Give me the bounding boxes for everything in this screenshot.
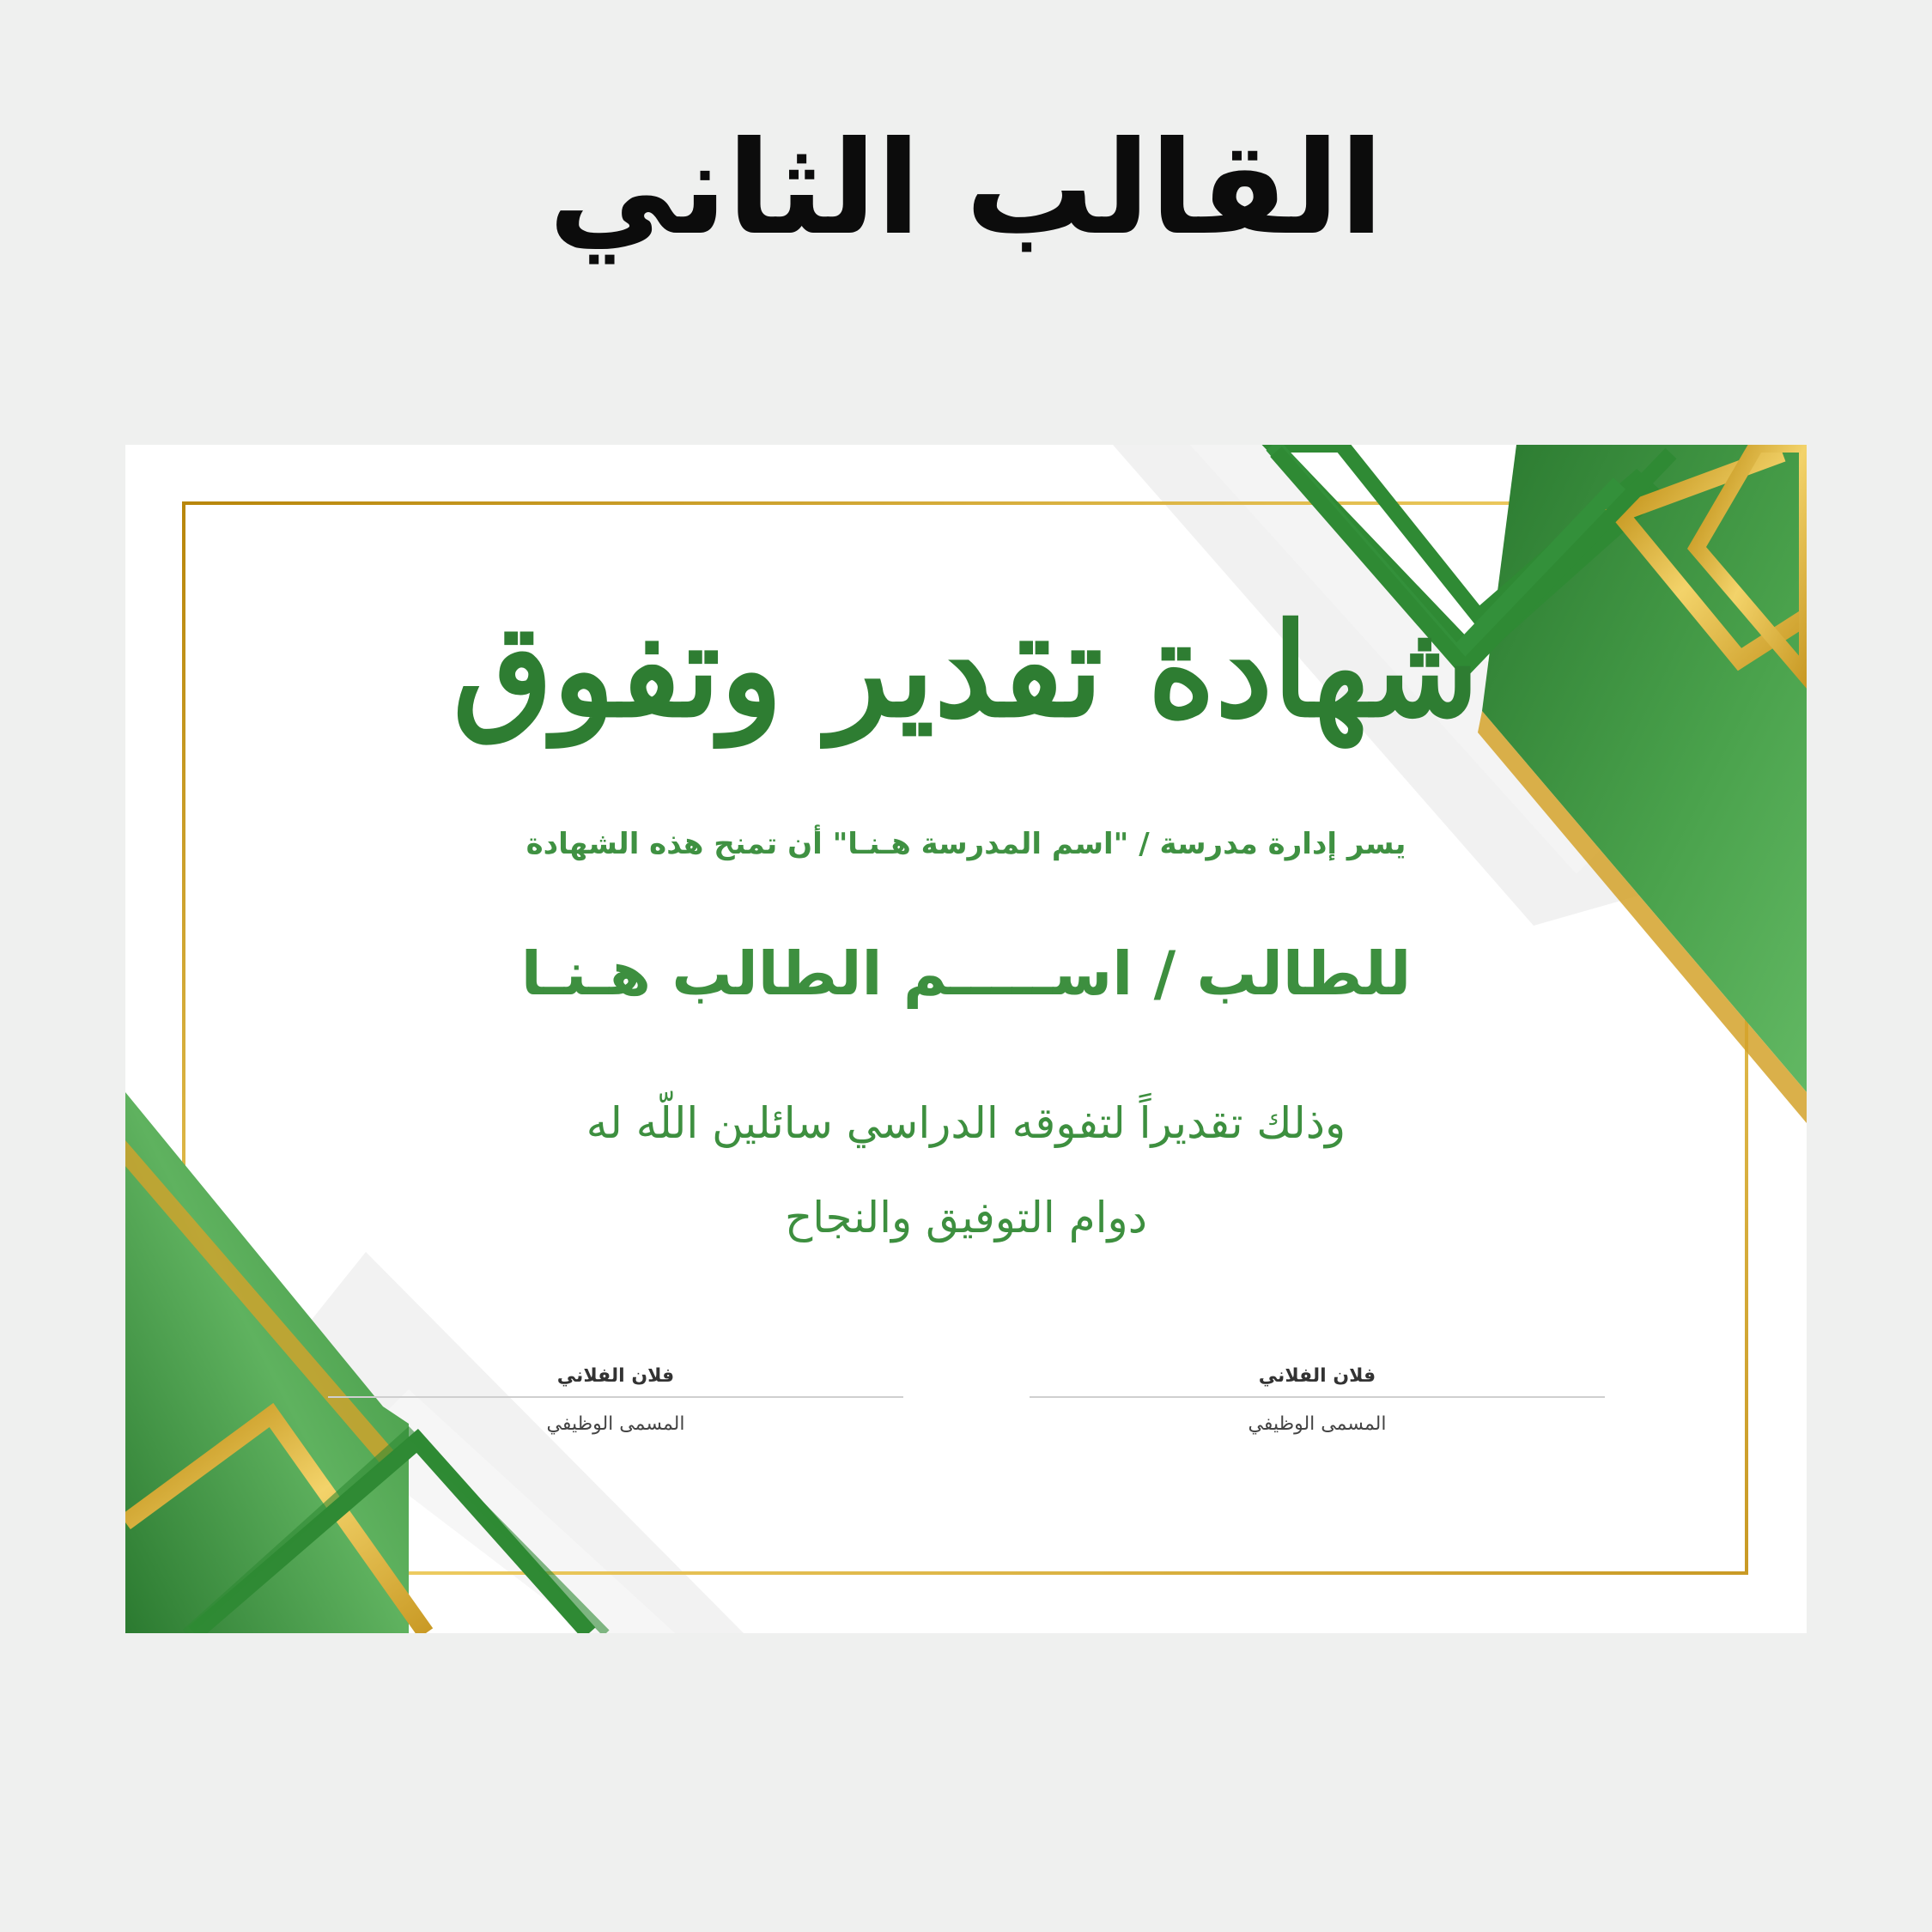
certificate-card bbox=[125, 445, 1807, 1633]
signature-name: فلان الفلاني bbox=[556, 1365, 675, 1387]
signature-line bbox=[328, 1396, 903, 1398]
certificate-body-line-2: دوام التوفيق والنجاح bbox=[785, 1193, 1147, 1242]
signature-role: المسمى الوظيفي bbox=[1248, 1413, 1387, 1435]
certificate-body-line-1: وذلك تقديراً لتفوقه الدراسي سائلين اللّه له bbox=[586, 1098, 1346, 1148]
signature-block-right bbox=[1030, 1360, 1605, 1435]
signature-line bbox=[1030, 1396, 1605, 1398]
signature-role: المسمى الوظيفي bbox=[546, 1413, 685, 1435]
certificate-title: شهادة تقدير وتفوق bbox=[453, 595, 1479, 746]
page-heading: القالب الثاني bbox=[548, 114, 1384, 264]
signature-name: فلان الفلاني bbox=[1258, 1365, 1376, 1387]
certificate-body bbox=[125, 1076, 1807, 1265]
student-name-line: للطالب / اســـــم الطالب هـنـا bbox=[520, 939, 1412, 1009]
signature-block-left bbox=[328, 1360, 903, 1435]
certificate-intro: يسر إدارة مدرسة / "اسم المدرسة هـنـا" أن تمنح هذه الشهادة bbox=[526, 827, 1406, 861]
